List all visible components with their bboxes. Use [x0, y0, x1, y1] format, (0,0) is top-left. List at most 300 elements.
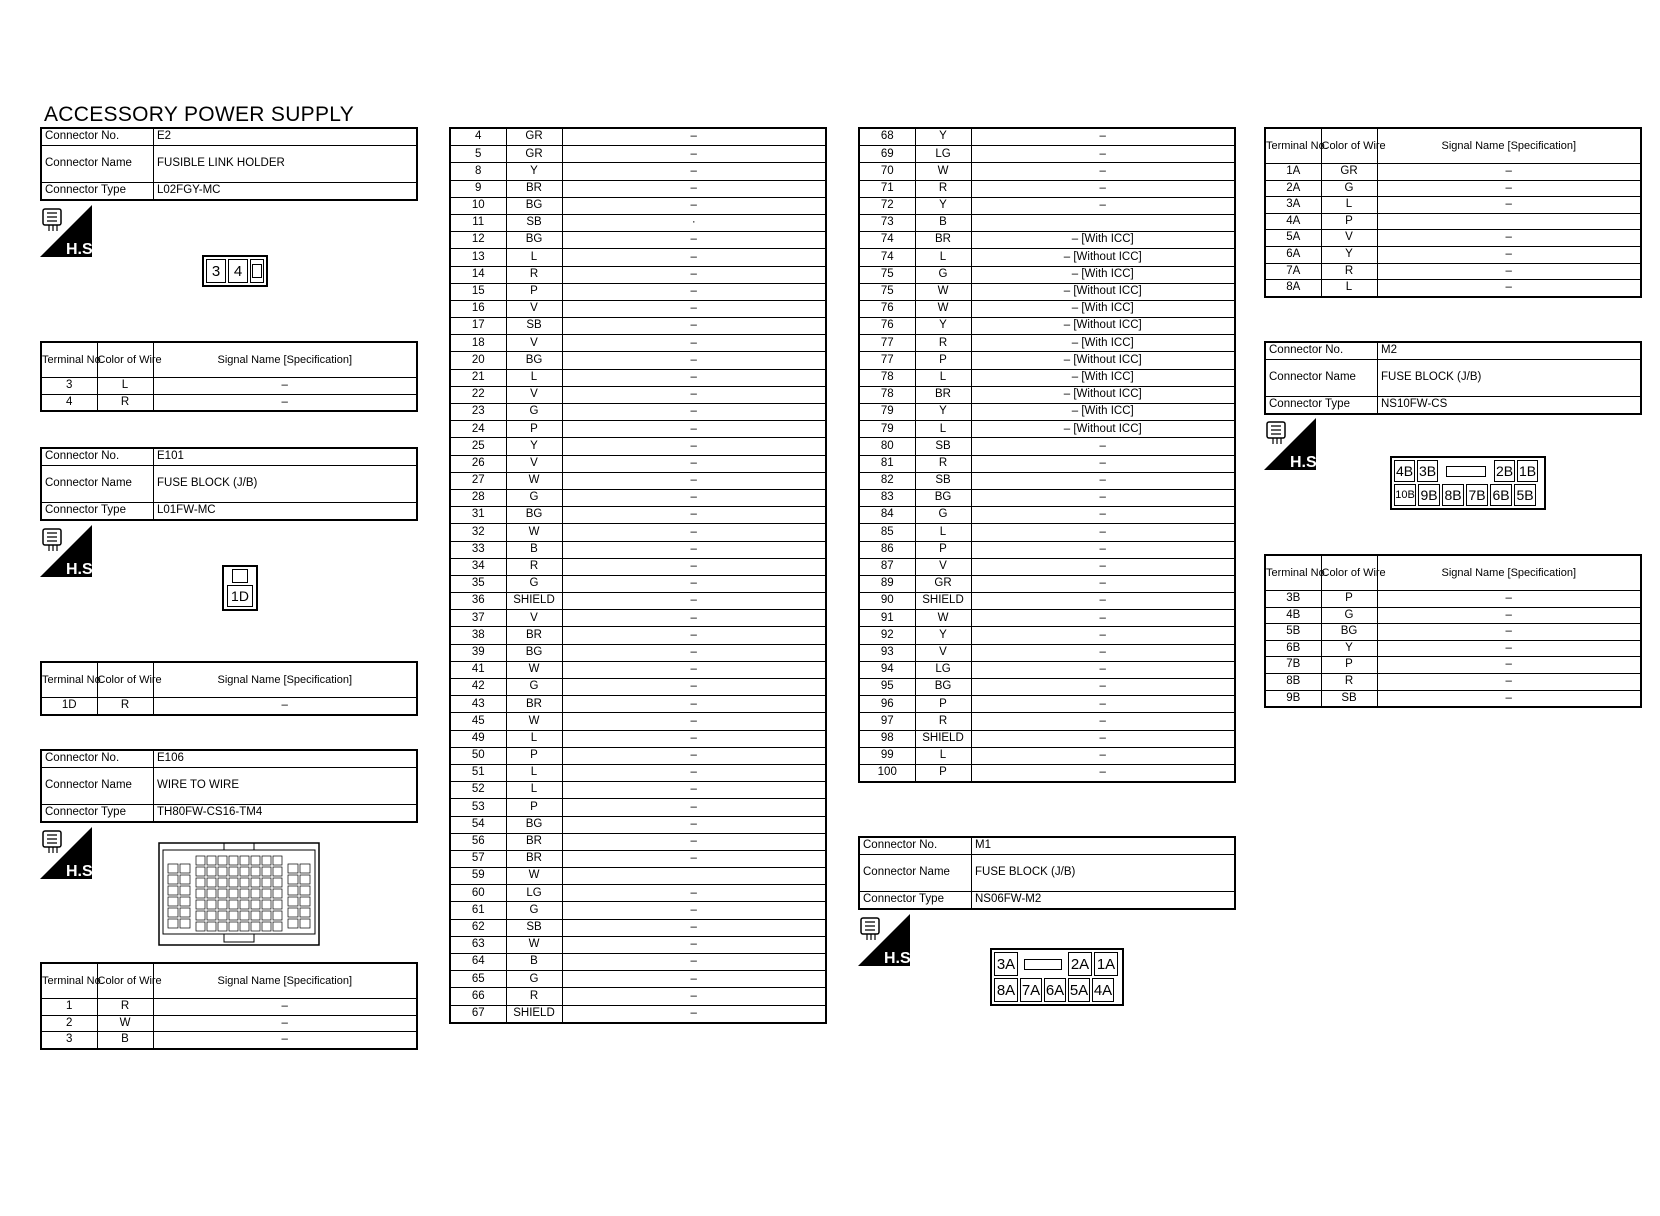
signal-name-cell: – [Without ICC]: [971, 283, 1235, 300]
signal-name-cell: –: [971, 507, 1235, 524]
signal-name-cell: –: [562, 507, 826, 524]
terminal-no-cell: 65: [450, 971, 506, 988]
terminal-row: [450, 885, 826, 902]
m1-connector-info: [858, 836, 1236, 910]
wire-color-cell: BR: [506, 696, 562, 713]
wire-color-cell: B: [506, 541, 562, 558]
terminal-no-cell: 79: [859, 404, 915, 421]
terminal-row: [859, 214, 1235, 231]
terminal-no-cell: 91: [859, 610, 915, 627]
harness-side-icon: [1264, 418, 1322, 471]
terminal-no-cell: 81: [859, 455, 915, 472]
m2-connector-info: [1264, 341, 1642, 415]
terminal-no-header: Terminal No.: [41, 662, 97, 698]
signal-name-cell: –: [562, 404, 826, 421]
terminal-no-cell: 18: [450, 335, 506, 352]
signal-name-cell: –: [562, 335, 826, 352]
signal-name-cell: –: [562, 696, 826, 713]
wire-color-cell: R: [915, 180, 971, 197]
signal-name-cell: – [With ICC]: [971, 300, 1235, 317]
terminal-row: [450, 232, 826, 249]
terminal-row: [450, 489, 826, 506]
e101-face-pin: 1D: [227, 585, 253, 607]
wire-color-cell: W: [915, 283, 971, 300]
signal-name-header: Signal Name [Specification]: [153, 662, 417, 698]
terminal-no-cell: 27: [450, 472, 506, 489]
e106-terminal-table-c: [858, 127, 1236, 783]
terminal-no-cell: 1A: [1265, 164, 1321, 181]
terminal-row: [450, 696, 826, 713]
terminal-row: [450, 850, 826, 867]
signal-name-cell: –: [562, 524, 826, 541]
terminal-row: [450, 833, 826, 850]
terminal-row: [859, 163, 1235, 180]
wire-color-cell: V: [915, 558, 971, 575]
wire-color-cell: BG: [506, 644, 562, 661]
signal-name-cell: – [Without ICC]: [971, 386, 1235, 403]
m2-face-pin: 9B: [1418, 484, 1440, 506]
terminal-row: [1265, 624, 1641, 641]
m2-face-pin: 4B: [1394, 460, 1415, 482]
wire-color-cell: P: [915, 696, 971, 713]
signal-name-cell: –: [971, 730, 1235, 747]
terminal-no-cell: 75: [859, 266, 915, 283]
signal-name-cell: – [With ICC]: [971, 266, 1235, 283]
signal-name-cell: –: [562, 902, 826, 919]
terminal-row: [859, 455, 1235, 472]
terminal-no-cell: 20: [450, 352, 506, 369]
e101-connector-info: [40, 447, 418, 521]
signal-name-cell: –: [562, 128, 826, 146]
terminal-no-cell: 90: [859, 593, 915, 610]
terminal-row: [41, 1032, 417, 1049]
terminal-row: [859, 128, 1235, 146]
terminal-no-cell: 76: [859, 318, 915, 335]
signal-name-cell: – [With ICC]: [971, 232, 1235, 249]
terminal-row: [450, 163, 826, 180]
terminal-no-cell: 89: [859, 575, 915, 592]
connector-type-value: L02FGY-MC: [154, 183, 418, 201]
signal-name-header: Signal Name [Specification]: [153, 963, 417, 999]
terminal-row: [859, 352, 1235, 369]
wire-color-cell: R: [915, 455, 971, 472]
signal-name-cell: –: [562, 352, 826, 369]
signal-name-cell: –: [562, 197, 826, 214]
wire-color-cell: L: [1321, 197, 1377, 214]
signal-name-cell: –: [971, 593, 1235, 610]
connector-no-value: M1: [972, 837, 1236, 855]
m1-terminal-table: [1264, 127, 1642, 298]
terminal-row: [450, 764, 826, 781]
terminal-no-cell: 31: [450, 507, 506, 524]
signal-name-cell: –: [562, 971, 826, 988]
terminal-no-cell: 68: [859, 128, 915, 146]
signal-name-cell: –: [153, 1032, 417, 1049]
signal-name-cell: –: [562, 249, 826, 266]
m1-face-pin: 3A: [994, 952, 1018, 976]
m2-face-pin: 8B: [1442, 484, 1464, 506]
signal-name-cell: –: [562, 954, 826, 971]
wire-color-cell: BG: [506, 507, 562, 524]
color-of-wire-header: Color of Wire: [1321, 128, 1377, 164]
wire-color-cell: V: [1321, 230, 1377, 247]
signal-name-cell: –: [562, 541, 826, 558]
wire-color-cell: W: [506, 661, 562, 678]
signal-name-cell: – [Without ICC]: [971, 352, 1235, 369]
m1-face-pin: 5A: [1068, 978, 1090, 1002]
terminal-no-cell: 100: [859, 764, 915, 782]
signal-name-cell: –: [971, 455, 1235, 472]
terminal-row: [450, 954, 826, 971]
signal-name-cell: –: [562, 438, 826, 455]
terminal-no-cell: 70: [859, 163, 915, 180]
wire-color-cell: P: [506, 283, 562, 300]
terminal-no-cell: 54: [450, 816, 506, 833]
signal-name-cell: –: [971, 747, 1235, 764]
terminal-row: [450, 919, 826, 936]
signal-name-cell: –: [562, 850, 826, 867]
terminal-row: [859, 747, 1235, 764]
signal-name-cell: –: [153, 999, 417, 1016]
terminal-no-cell: 2A: [1265, 180, 1321, 197]
terminal-no-cell: 79: [859, 421, 915, 438]
wire-color-cell: LG: [915, 146, 971, 163]
wire-color-cell: BR: [506, 850, 562, 867]
terminal-no-cell: 26: [450, 455, 506, 472]
connector-type-label: Connector Type: [41, 503, 154, 521]
terminal-row: [1265, 673, 1641, 690]
terminal-no-cell: 83: [859, 489, 915, 506]
terminal-no-header: Terminal No.: [41, 963, 97, 999]
wire-color-cell: SB: [915, 472, 971, 489]
signal-name-cell: [971, 214, 1235, 231]
signal-name-cell: –: [971, 489, 1235, 506]
e101-connector-face: [222, 565, 258, 611]
terminal-no-cell: 53: [450, 799, 506, 816]
wire-color-cell: G: [506, 679, 562, 696]
wire-color-cell: V: [506, 335, 562, 352]
terminal-row: [450, 1005, 826, 1023]
e106-connector-face: [158, 842, 320, 951]
e101-terminal-table: [40, 661, 418, 716]
terminal-row: [450, 575, 826, 592]
terminal-row: [450, 404, 826, 421]
terminal-row: [859, 661, 1235, 678]
terminal-no-cell: 7B: [1265, 657, 1321, 674]
signal-name-cell: –: [562, 679, 826, 696]
wire-color-cell: V: [506, 386, 562, 403]
terminal-no-cell: 42: [450, 679, 506, 696]
wire-color-cell: W: [97, 1015, 153, 1032]
signal-name-header: Signal Name [Specification]: [153, 342, 417, 378]
m2-face-pin: 3B: [1417, 460, 1438, 482]
wire-color-cell: G: [506, 902, 562, 919]
connector-name-value: FUSE BLOCK (J/B): [972, 855, 1236, 892]
signal-name-cell: – [Without ICC]: [971, 318, 1235, 335]
connector-no-value: E101: [154, 448, 418, 466]
wire-color-cell: W: [506, 936, 562, 953]
terminal-row: [450, 352, 826, 369]
terminal-row: [859, 283, 1235, 300]
terminal-no-cell: 74: [859, 249, 915, 266]
connector-no-label: Connector No.: [41, 448, 154, 466]
signal-name-cell: –: [153, 394, 417, 411]
terminal-row: [859, 593, 1235, 610]
terminal-no-cell: 97: [859, 713, 915, 730]
connector-no-value: M2: [1378, 342, 1642, 360]
terminal-no-cell: 14: [450, 266, 506, 283]
signal-name-cell: –: [971, 644, 1235, 661]
wire-color-cell: BR: [506, 180, 562, 197]
terminal-no-cell: 17: [450, 318, 506, 335]
signal-name-cell: –: [1377, 640, 1641, 657]
terminal-row: [1265, 197, 1641, 214]
svg-text:H.S.: H.S.: [66, 863, 98, 880]
m2-face-pin: 6B: [1490, 484, 1512, 506]
connector-name-label: Connector Name: [41, 466, 154, 503]
terminal-row: [41, 999, 417, 1016]
terminal-row: [450, 421, 826, 438]
color-of-wire-header: Color of Wire: [97, 662, 153, 698]
wire-color-cell: P: [506, 799, 562, 816]
m1-face-pin: 2A: [1068, 952, 1092, 976]
signal-name-cell: –: [971, 541, 1235, 558]
terminal-no-cell: 34: [450, 558, 506, 575]
connector-type-value: TH80FW-CS16-TM4: [154, 805, 418, 823]
terminal-no-cell: 22: [450, 386, 506, 403]
signal-name-cell: –: [971, 558, 1235, 575]
signal-name-cell: –: [153, 698, 417, 715]
wire-color-cell: W: [915, 163, 971, 180]
terminal-no-cell: 87: [859, 558, 915, 575]
wire-color-cell: L: [506, 782, 562, 799]
terminal-no-cell: 38: [450, 627, 506, 644]
m1-face-pin: 8A: [994, 978, 1018, 1002]
signal-name-cell: –: [562, 369, 826, 386]
terminal-no-header: Terminal No.: [1265, 128, 1321, 164]
signal-name-cell: –: [1377, 690, 1641, 707]
terminal-no-cell: 64: [450, 954, 506, 971]
terminal-row: [859, 764, 1235, 782]
terminal-row: [1265, 657, 1641, 674]
wire-color-cell: SB: [1321, 690, 1377, 707]
wire-color-cell: P: [506, 421, 562, 438]
wire-color-cell: W: [506, 713, 562, 730]
wire-color-cell: W: [506, 868, 562, 885]
signal-name-cell: –: [562, 283, 826, 300]
signal-name-cell: –: [562, 747, 826, 764]
wire-color-cell: W: [915, 610, 971, 627]
m1-face-pin: 4A: [1092, 978, 1114, 1002]
signal-name-cell: –: [971, 438, 1235, 455]
signal-name-cell: –: [1377, 197, 1641, 214]
terminal-row: [859, 472, 1235, 489]
terminal-no-cell: 41: [450, 661, 506, 678]
terminal-no-cell: 6B: [1265, 640, 1321, 657]
terminal-row: [450, 249, 826, 266]
signal-name-cell: –: [971, 713, 1235, 730]
e106-terminal-table-a: [40, 962, 418, 1050]
color-of-wire-header: Color of Wire: [1321, 555, 1377, 591]
terminal-no-cell: 16: [450, 300, 506, 317]
terminal-row: [450, 610, 826, 627]
wire-color-cell: V: [506, 300, 562, 317]
wire-color-cell: BG: [506, 352, 562, 369]
terminal-row: [859, 627, 1235, 644]
terminal-no-cell: 35: [450, 575, 506, 592]
terminal-row: [1265, 230, 1641, 247]
signal-name-cell: –: [971, 610, 1235, 627]
wire-color-cell: G: [1321, 607, 1377, 624]
terminal-no-cell: 5: [450, 146, 506, 163]
wire-color-cell: P: [1321, 591, 1377, 608]
terminal-row: [41, 698, 417, 715]
terminal-no-cell: 82: [859, 472, 915, 489]
terminal-no-cell: 3: [41, 378, 97, 395]
wire-color-cell: G: [506, 575, 562, 592]
terminal-no-cell: 75: [859, 283, 915, 300]
terminal-no-cell: 74: [859, 232, 915, 249]
connector-type-label: Connector Type: [859, 892, 972, 910]
wire-color-cell: P: [1321, 657, 1377, 674]
m1-face-pin: 6A: [1044, 978, 1066, 1002]
wire-color-cell: L: [1321, 280, 1377, 297]
terminal-row: [859, 335, 1235, 352]
terminal-no-cell: 94: [859, 661, 915, 678]
signal-name-cell: [1377, 213, 1641, 230]
connector-name-label: Connector Name: [1265, 360, 1378, 397]
terminal-no-cell: 4: [41, 394, 97, 411]
terminal-row: [450, 713, 826, 730]
terminal-no-cell: 25: [450, 438, 506, 455]
terminal-no-cell: 67: [450, 1005, 506, 1023]
terminal-row: [859, 438, 1235, 455]
terminal-no-cell: 1: [41, 999, 97, 1016]
wire-color-cell: R: [1321, 673, 1377, 690]
svg-text:H.S.: H.S.: [66, 241, 98, 258]
signal-name-cell: –: [562, 936, 826, 953]
signal-name-cell: –: [971, 472, 1235, 489]
wire-color-cell: Y: [915, 404, 971, 421]
signal-name-cell: –: [562, 318, 826, 335]
terminal-row: [1265, 246, 1641, 263]
wire-color-cell: BG: [506, 197, 562, 214]
harness-side-icon: [40, 827, 98, 880]
wire-color-cell: G: [506, 404, 562, 421]
terminal-no-cell: 13: [450, 249, 506, 266]
terminal-no-cell: 73: [859, 214, 915, 231]
wire-color-cell: L: [506, 730, 562, 747]
terminal-row: [1265, 591, 1641, 608]
wire-color-cell: R: [506, 988, 562, 1005]
e106-terminal-table-b: [449, 127, 827, 1024]
signal-name-cell: –: [1377, 246, 1641, 263]
terminal-no-cell: 59: [450, 868, 506, 885]
terminal-no-cell: 78: [859, 369, 915, 386]
signal-name-cell: –: [562, 799, 826, 816]
signal-name-cell: –: [562, 782, 826, 799]
terminal-no-cell: 15: [450, 283, 506, 300]
terminal-no-cell: 3: [41, 1032, 97, 1049]
terminal-no-cell: 8: [450, 163, 506, 180]
terminal-row: [859, 541, 1235, 558]
signal-name-cell: –: [562, 232, 826, 249]
connector-no-label: Connector No.: [41, 750, 154, 768]
terminal-row: [859, 318, 1235, 335]
terminal-row: [450, 593, 826, 610]
terminal-row: [859, 507, 1235, 524]
signal-name-cell: –: [971, 180, 1235, 197]
terminal-row: [450, 627, 826, 644]
m2-face-pin: 5B: [1514, 484, 1536, 506]
signal-name-cell: – [With ICC]: [971, 335, 1235, 352]
terminal-no-cell: 98: [859, 730, 915, 747]
terminal-row: [1265, 640, 1641, 657]
terminal-no-cell: 8A: [1265, 280, 1321, 297]
terminal-no-cell: 50: [450, 747, 506, 764]
signal-name-cell: [562, 868, 826, 885]
wire-color-cell: P: [915, 764, 971, 782]
connector-type-label: Connector Type: [41, 183, 154, 201]
terminal-no-cell: 72: [859, 197, 915, 214]
terminal-no-cell: 51: [450, 764, 506, 781]
wire-color-cell: R: [915, 335, 971, 352]
terminal-no-cell: 77: [859, 335, 915, 352]
terminal-row: [1265, 213, 1641, 230]
terminal-no-cell: 57: [450, 850, 506, 867]
connector-type-value: NS06FW-M2: [972, 892, 1236, 910]
signal-name-cell: –: [562, 575, 826, 592]
connector-type-label: Connector Type: [41, 805, 154, 823]
wire-color-cell: GR: [1321, 164, 1377, 181]
signal-name-cell: –: [562, 386, 826, 403]
signal-name-cell: –: [562, 661, 826, 678]
terminal-no-cell: 24: [450, 421, 506, 438]
wire-color-cell: SHIELD: [915, 730, 971, 747]
terminal-row: [859, 146, 1235, 163]
terminal-row: [450, 146, 826, 163]
terminal-row: [859, 489, 1235, 506]
terminal-row: [859, 369, 1235, 386]
terminal-row: [859, 524, 1235, 541]
terminal-row: [859, 232, 1235, 249]
e2-connector-info: [40, 127, 418, 201]
terminal-row: [450, 902, 826, 919]
e106-connector-info: [40, 749, 418, 823]
terminal-row: [450, 472, 826, 489]
signal-name-cell: –: [562, 627, 826, 644]
signal-name-cell: –: [1377, 263, 1641, 280]
wire-color-cell: P: [915, 352, 971, 369]
terminal-row: [450, 214, 826, 231]
terminal-no-cell: 37: [450, 610, 506, 627]
wire-color-cell: SB: [506, 919, 562, 936]
terminal-row: [859, 713, 1235, 730]
terminal-no-header: Terminal No.: [1265, 555, 1321, 591]
wire-color-cell: P: [506, 747, 562, 764]
wire-color-cell: W: [506, 524, 562, 541]
signal-name-cell: –: [562, 730, 826, 747]
terminal-no-cell: 43: [450, 696, 506, 713]
terminal-row: [1265, 607, 1641, 624]
terminal-row: [450, 128, 826, 146]
m2-face-pin: 2B: [1494, 460, 1515, 482]
wire-color-cell: B: [97, 1032, 153, 1049]
signal-name-cell: –: [971, 146, 1235, 163]
terminal-row: [41, 1015, 417, 1032]
m2-face-pin: 7B: [1466, 484, 1488, 506]
terminal-no-cell: 56: [450, 833, 506, 850]
